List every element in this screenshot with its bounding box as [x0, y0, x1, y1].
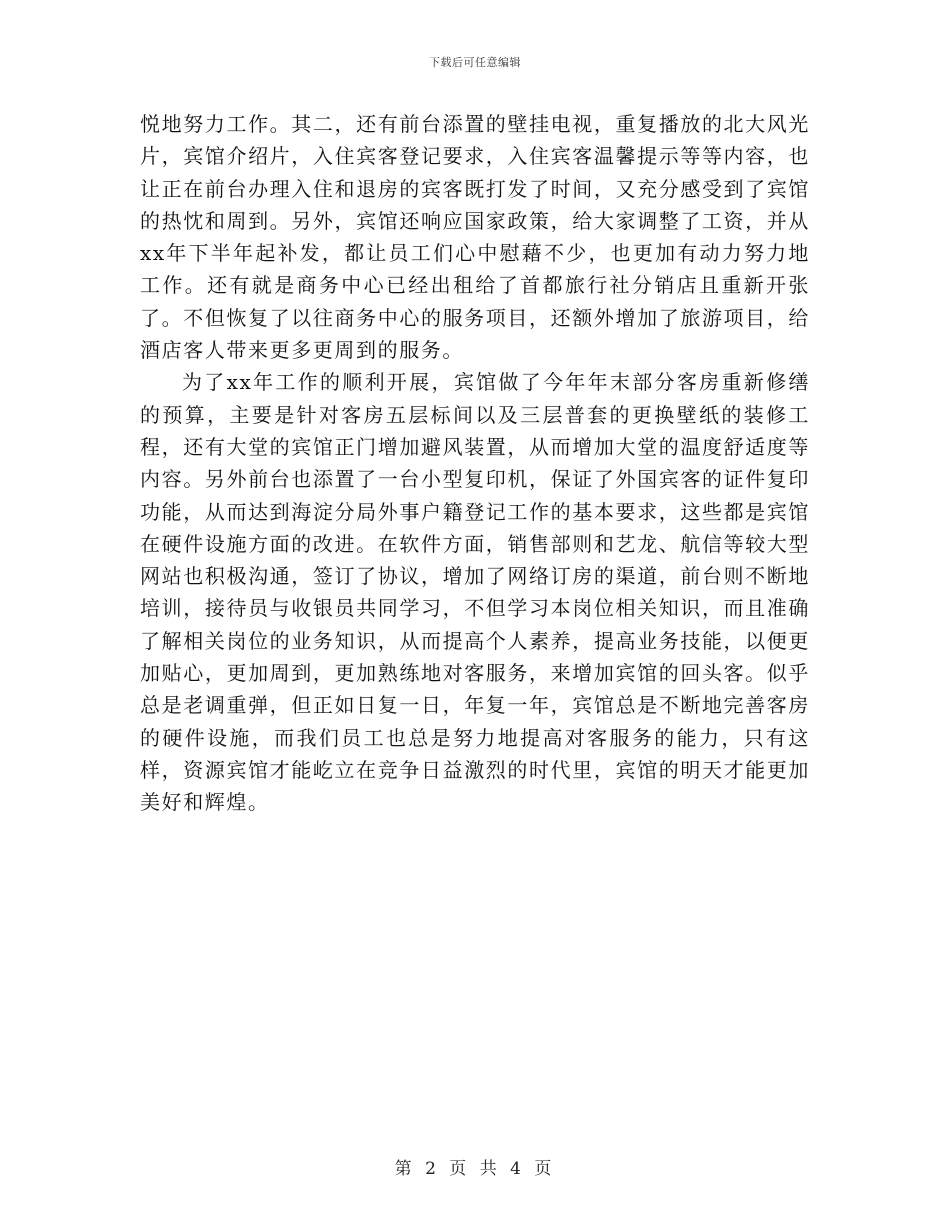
document-body — [140, 108, 810, 819]
page-number-footer: 第 2 页 共 4 页 — [394, 1159, 556, 1179]
page-header-note: 下载后可任意编辑 — [429, 56, 521, 69]
paragraph-2: 为了xx年工作的顺利开展，宾馆做了今年年末部分客房重新修缮的预算，主要是针对客房五层标间以及三层普套的更换壁纸的装修工程，还有大堂的宾馆正门增加避风装置，从而增加大堂的温度舒适度等内容。另外前台也添置了一台小型复印机，保证了外国宾客的证件复印功能，从而达到海淀分局外事户籍登记工作的基本要求，这些都是宾馆在硬件设施方面的改进。在软件方面，销售部则和艺龙、航信等较大型网站也积极沟通，签订了协议，增加了网络订房的渠道，前台则不断地培训，接待员与收银员共同学习，不但学习本岗位相关知识，而且准确了解相关岗位的业务知识，从而提高个人素养，提高业务技能，以便更加贴心，更加周到，更加熟练地对客服务，来增加宾馆的回头客。似乎总是老调重弹，但正如日复一日，年复一年，宾馆总是不断地完善客房的硬件设施，而我们员工也总是努力地提高对客服务的能力，只有这样，资源宾馆才能屹立在竞争日益激烈的时代里，宾馆的明天才能更加美好和辉煌。 — [140, 370, 810, 815]
paragraph-1: 悦地努力工作。其二，还有前台添置的壁挂电视，重复播放的北大风光片，宾馆介绍片，入住宾客登记要求，入住宾客温馨提示等等内容，也让正在前台办理入住和退房的宾客既打发了时间，又充分感受到了宾馆的热忱和周到。另外，宾馆还响应国家政策，给大家调整了工资，并从xx年下半年起补发，都让员工们心中慰藉不少，也更加有动力努力地工作。还有就是商务中心已经出租给了首都旅行社分销店且重新开张了。不但恢复了以往商务中心的服务项目，还额外增加了旅游项目，给酒店客人带来更多更周到的服务。 — [140, 112, 810, 363]
